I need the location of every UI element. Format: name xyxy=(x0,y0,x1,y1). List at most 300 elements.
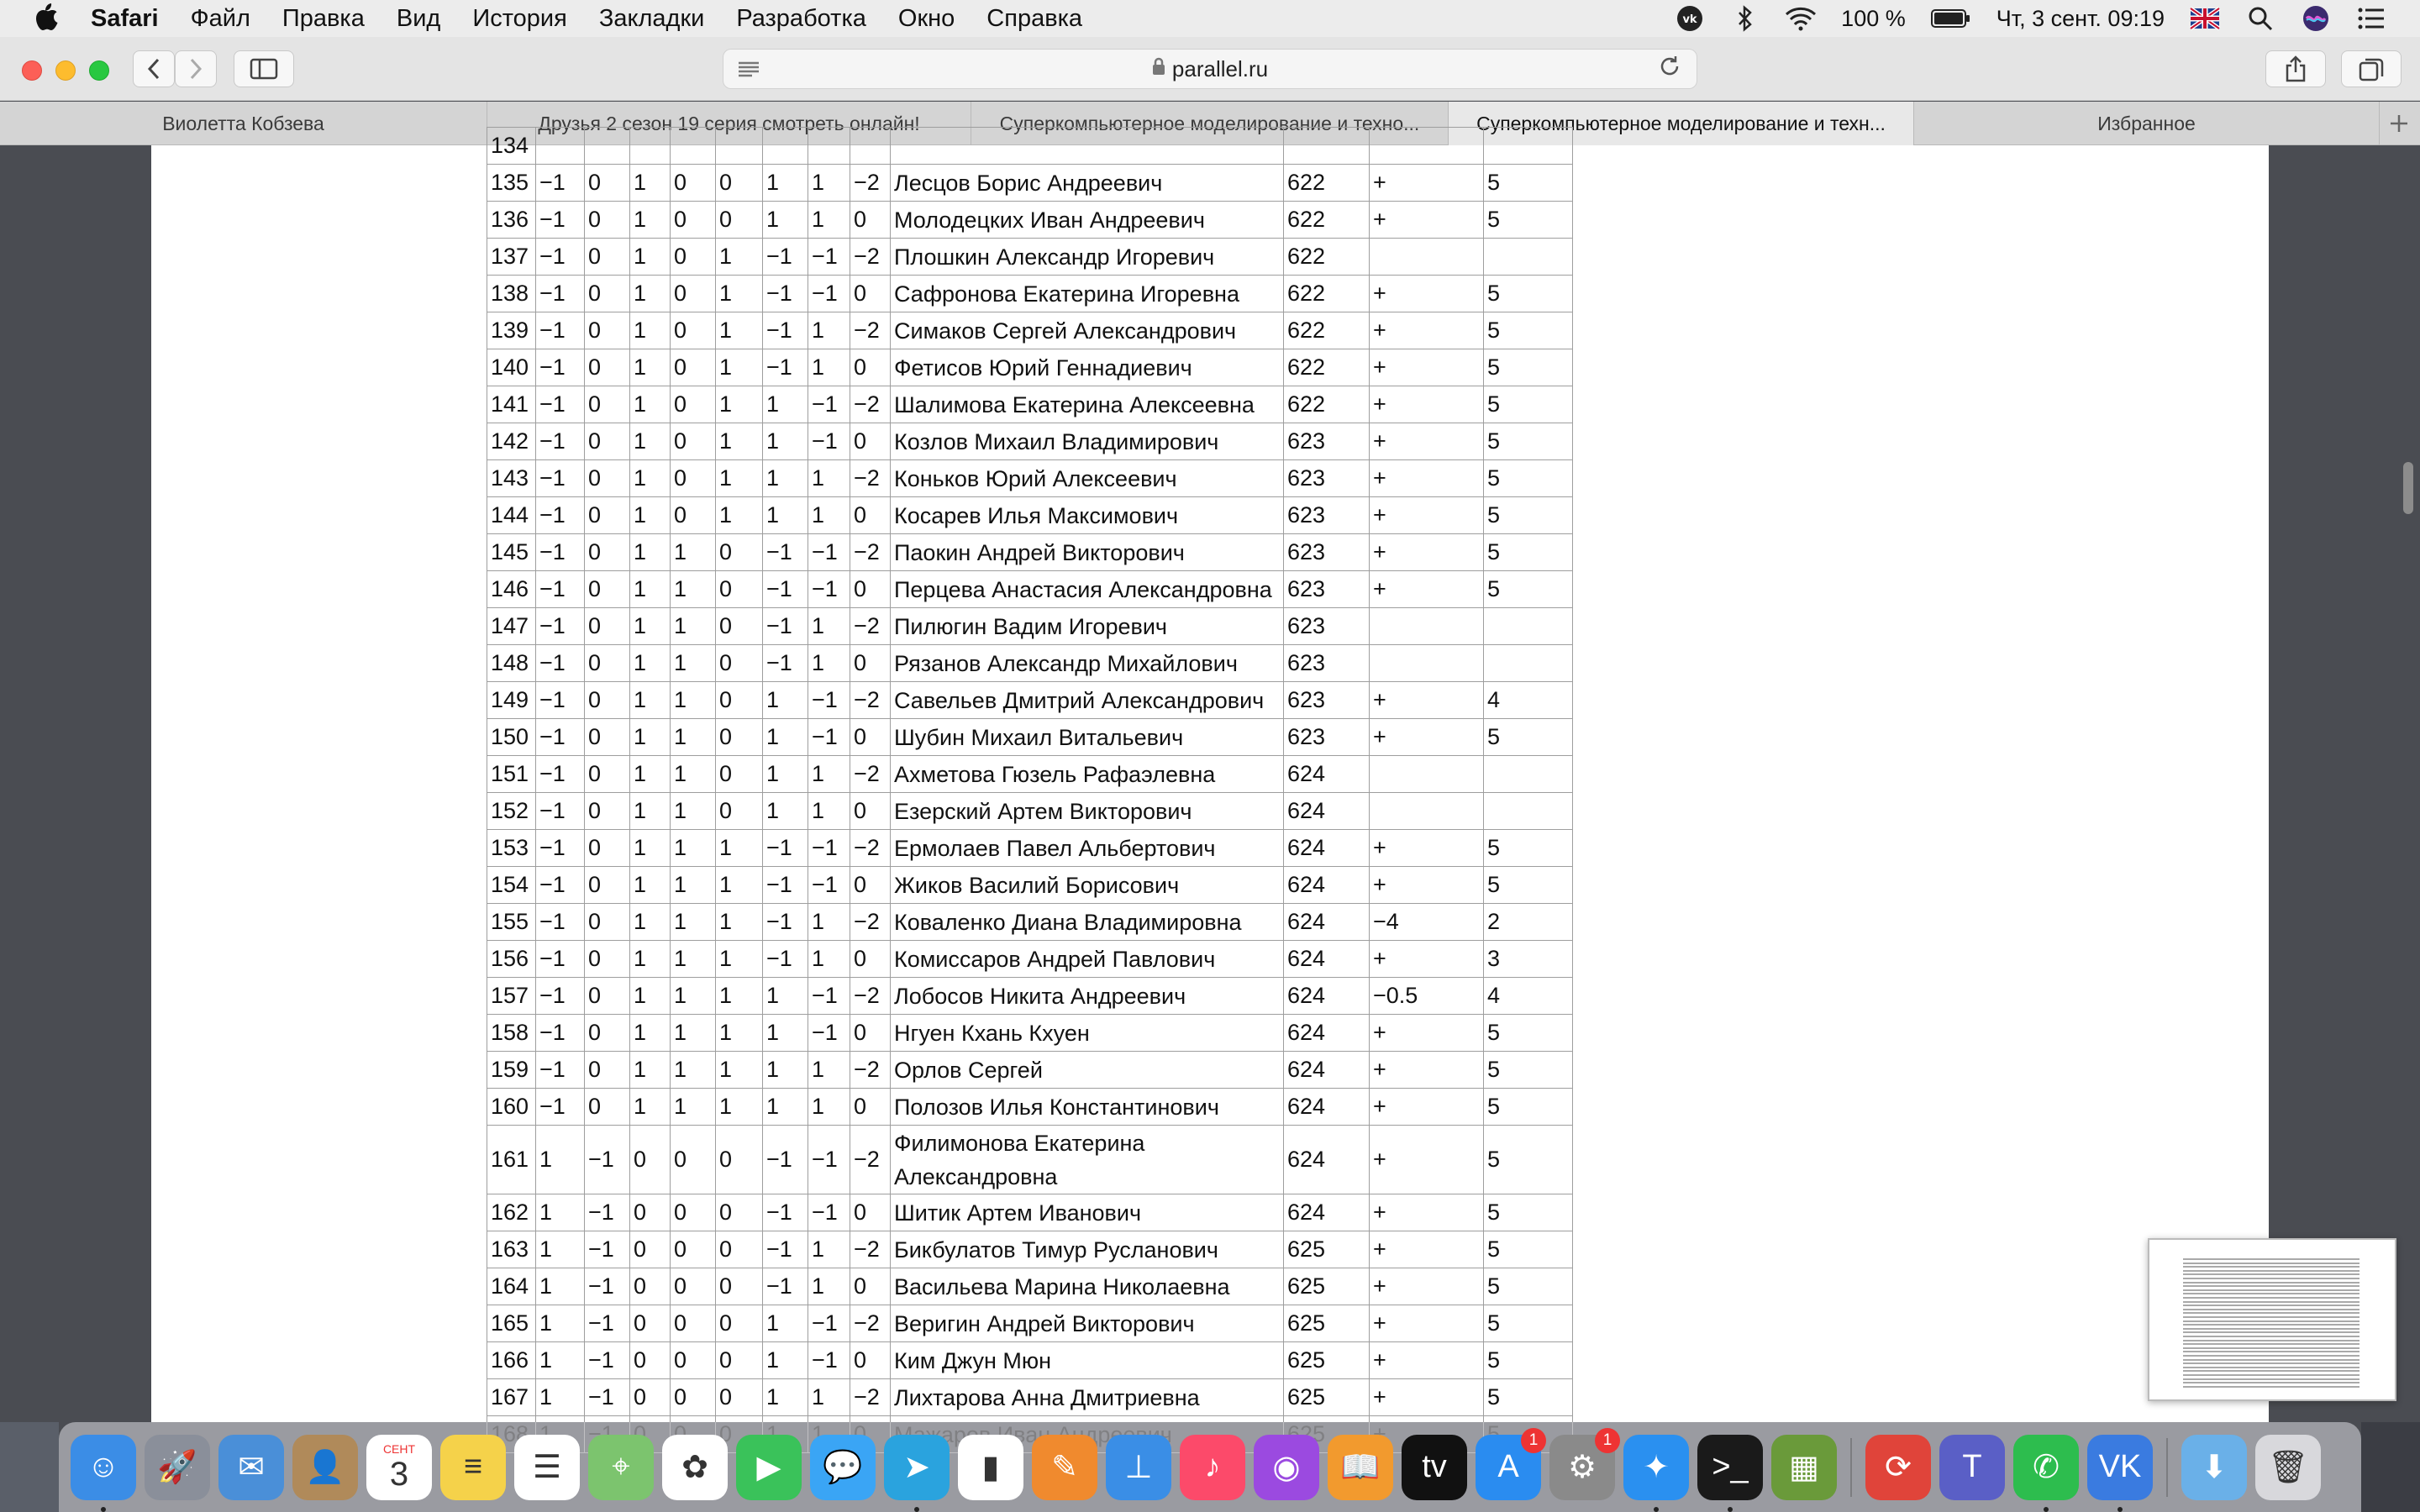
dock-glyph: ≡ xyxy=(463,1449,483,1484)
student-name-cell: Веригин Андрей Викторович xyxy=(891,1305,1284,1342)
table-row xyxy=(487,978,1573,1015)
wifi-icon[interactable] xyxy=(1786,6,1816,31)
thumbnail-line xyxy=(2183,1370,2360,1372)
thumbnail-line xyxy=(2183,1282,2360,1284)
thumbnail-line xyxy=(2183,1343,2360,1345)
grade-cell: 5 xyxy=(1484,1052,1573,1089)
score-cell: 0 xyxy=(585,202,630,239)
uk-flag-icon[interactable] xyxy=(2190,6,2220,31)
score-cell: 1 xyxy=(630,793,671,830)
score-cell: −1 xyxy=(536,867,585,904)
thumbnail-line xyxy=(2183,1258,2360,1260)
messages-icon[interactable] xyxy=(810,1435,876,1500)
pages-icon[interactable] xyxy=(1032,1435,1097,1500)
student-name-cell: Коньков Юрий Алексеевич xyxy=(891,460,1284,497)
score-cell: −1 xyxy=(808,978,850,1015)
score-cell: −1 xyxy=(585,1305,630,1342)
student-name-cell xyxy=(891,128,1284,165)
score-cell: −1 xyxy=(585,1194,630,1231)
student-name-cell: Филимонова Екатерина Александровна xyxy=(891,1126,1284,1194)
score-cell: −2 xyxy=(850,1052,891,1089)
row-number-cell: 151 xyxy=(487,756,536,793)
score-cell: 1 xyxy=(716,867,763,904)
running-indicator xyxy=(2118,1507,2123,1512)
whatsapp-icon[interactable] xyxy=(2013,1435,2079,1500)
group-cell: 622 xyxy=(1284,386,1370,423)
row-number-cell: 136 xyxy=(487,202,536,239)
score-cell: 1 xyxy=(630,386,671,423)
score-cell: 0 xyxy=(585,793,630,830)
tab-supercomputer-2-active[interactable]: Суперкомпьютерное моделирование и техн... xyxy=(1449,102,1914,145)
score-cell: 0 xyxy=(671,1126,716,1194)
score-cell: −2 xyxy=(850,1379,891,1416)
facetime-icon[interactable] xyxy=(736,1435,802,1500)
menu-edit[interactable]: Правка xyxy=(281,4,365,32)
thumbnail-line xyxy=(2183,1355,2360,1357)
thumbnail-line xyxy=(2183,1297,2360,1299)
dock-glyph: ⌖ xyxy=(612,1449,630,1484)
score-cell: −1 xyxy=(536,202,585,239)
score-cell: −2 xyxy=(850,460,891,497)
downloads-folder-icon[interactable] xyxy=(2181,1435,2247,1500)
score-cell: 0 xyxy=(585,1089,630,1126)
books-icon[interactable] xyxy=(1328,1435,1393,1500)
score-cell: 1 xyxy=(763,1379,808,1416)
battery-icon[interactable] xyxy=(1931,6,1971,31)
score-cell: 0 xyxy=(585,1015,630,1052)
screenshot-thumbnail-preview[interactable] xyxy=(2148,1238,2396,1401)
photos-icon[interactable] xyxy=(662,1435,728,1500)
reader-view-icon[interactable] xyxy=(737,58,760,81)
score-cell: −1 xyxy=(808,830,850,867)
pass-mark-cell: + xyxy=(1370,202,1484,239)
dock-glyph: ⊥ xyxy=(1124,1450,1153,1485)
score-cell: −1 xyxy=(536,1015,585,1052)
row-number-cell: 162 xyxy=(487,1194,536,1231)
score-cell: −1 xyxy=(763,1194,808,1231)
anydesk-icon[interactable] xyxy=(1865,1435,1931,1500)
score-cell: 1 xyxy=(716,386,763,423)
table-row xyxy=(487,534,1573,571)
dock-glyph: ✦ xyxy=(1643,1450,1670,1485)
row-number-cell: 152 xyxy=(487,793,536,830)
row-number-cell: 156 xyxy=(487,941,536,978)
thumbnail-line xyxy=(2183,1289,2360,1291)
score-cell: −1 xyxy=(808,719,850,756)
reminders-icon[interactable] xyxy=(514,1435,580,1500)
score-cell: 0 xyxy=(716,165,763,202)
score-cell: 1 xyxy=(630,719,671,756)
score-cell: 1 xyxy=(716,904,763,941)
group-cell: 624 xyxy=(1284,1052,1370,1089)
table-row xyxy=(487,460,1573,497)
row-number-cell: 161 xyxy=(487,1126,536,1194)
row-number-cell: 146 xyxy=(487,571,536,608)
grade-cell xyxy=(1484,608,1573,645)
browser-toolbar xyxy=(0,37,2420,101)
score-cell: 0 xyxy=(850,941,891,978)
score-cell: −2 xyxy=(850,978,891,1015)
table-row xyxy=(487,1052,1573,1089)
page-scrollbar-thumb[interactable] xyxy=(2403,462,2413,514)
score-cell: −1 xyxy=(808,682,850,719)
score-cell: 1 xyxy=(763,423,808,460)
pass-mark-cell: + xyxy=(1370,830,1484,867)
battery-percent: 100 % xyxy=(1841,5,1906,31)
score-cell: −1 xyxy=(536,682,585,719)
score-cell: 1 xyxy=(630,1015,671,1052)
score-cell: 0 xyxy=(850,719,891,756)
row-number-cell: 141 xyxy=(487,386,536,423)
student-name-cell: Ким Джун Мюн xyxy=(891,1342,1284,1379)
score-cell: 0 xyxy=(850,497,891,534)
table-row xyxy=(487,239,1573,276)
score-cell: 0 xyxy=(671,202,716,239)
score-cell: −1 xyxy=(585,1268,630,1305)
group-cell xyxy=(1284,128,1370,165)
score-cell: 1 xyxy=(630,756,671,793)
pass-mark-cell: + xyxy=(1370,1052,1484,1089)
grade-cell: 5 xyxy=(1484,202,1573,239)
score-cell: 1 xyxy=(630,941,671,978)
score-cell: 0 xyxy=(630,1126,671,1194)
pass-mark-cell: + xyxy=(1370,941,1484,978)
score-cell: 1 xyxy=(808,941,850,978)
vk-icon[interactable] xyxy=(2087,1435,2153,1500)
pass-mark-cell: + xyxy=(1370,1015,1484,1052)
score-cell: 0 xyxy=(850,349,891,386)
score-cell: 0 xyxy=(671,460,716,497)
table-row xyxy=(487,1126,1573,1194)
thumbnail-line xyxy=(2183,1263,2360,1264)
running-indicator xyxy=(914,1507,919,1512)
score-cell: 1 xyxy=(716,830,763,867)
menu-help[interactable]: Справка xyxy=(986,4,1083,32)
score-cell: 1 xyxy=(630,239,671,276)
group-cell: 622 xyxy=(1284,239,1370,276)
student-name-cell: Фетисов Юрий Геннадиевич xyxy=(891,349,1284,386)
score-cell: −2 xyxy=(850,608,891,645)
minecraft-icon[interactable] xyxy=(1771,1435,1837,1500)
running-indicator xyxy=(1654,1507,1659,1512)
group-cell: 625 xyxy=(1284,1305,1370,1342)
address-bar[interactable] xyxy=(723,49,1697,89)
menu-bookmarks[interactable]: Закладки xyxy=(598,4,705,32)
reload-icon[interactable] xyxy=(1658,55,1681,85)
table-row xyxy=(487,349,1573,386)
score-cell: −1 xyxy=(585,1231,630,1268)
score-cell: 0 xyxy=(716,645,763,682)
trash-icon[interactable] xyxy=(2255,1435,2321,1500)
score-cell: 1 xyxy=(671,1089,716,1126)
score-cell: −1 xyxy=(763,867,808,904)
apple-menu-icon[interactable] xyxy=(34,3,60,34)
notification-center-icon[interactable] xyxy=(2356,6,2386,31)
student-name-cell: Шубин Михаил Витальевич xyxy=(891,719,1284,756)
score-cell: 0 xyxy=(585,460,630,497)
student-name-cell: Ахметова Гюзель Рафаэлевна xyxy=(891,756,1284,793)
dock xyxy=(59,1422,2361,1512)
score-cell: 1 xyxy=(808,1231,850,1268)
spotlight-search-icon[interactable] xyxy=(2245,6,2275,31)
score-cell: 1 xyxy=(671,645,716,682)
safari-icon[interactable] xyxy=(1623,1435,1689,1500)
tab-overview-button[interactable] xyxy=(2341,50,2402,87)
thumbnail-line xyxy=(2183,1362,2360,1364)
pass-mark-cell: + xyxy=(1370,867,1484,904)
score-cell: 1 xyxy=(808,793,850,830)
group-cell: 624 xyxy=(1284,941,1370,978)
telegram-icon[interactable] xyxy=(884,1435,950,1500)
score-cell: 1 xyxy=(716,1089,763,1126)
pass-mark-cell xyxy=(1370,645,1484,682)
web-page[interactable] xyxy=(151,133,2269,1422)
vk-status-icon[interactable] xyxy=(1675,6,1705,31)
score-cell: −1 xyxy=(763,608,808,645)
group-cell: 625 xyxy=(1284,1342,1370,1379)
dock-glyph: 👤 xyxy=(305,1449,345,1485)
pass-mark-cell: + xyxy=(1370,460,1484,497)
dock-glyph: 💬 xyxy=(823,1449,863,1485)
score-cell: 1 xyxy=(763,386,808,423)
dock-glyph: 3 xyxy=(389,1455,409,1493)
score-cell: 0 xyxy=(671,276,716,312)
grade-cell: 5 xyxy=(1484,165,1573,202)
grade-cell: 5 xyxy=(1484,1305,1573,1342)
grade-cell xyxy=(1484,793,1573,830)
pass-mark-cell: + xyxy=(1370,1305,1484,1342)
dock-glyph: ⟳ xyxy=(1885,1450,1912,1485)
minimize-window-button[interactable] xyxy=(55,60,76,81)
score-cell: 1 xyxy=(763,682,808,719)
score-cell: −1 xyxy=(536,312,585,349)
sidebar-toggle-button[interactable] xyxy=(234,50,294,87)
group-cell: 624 xyxy=(1284,793,1370,830)
score-cell: 1 xyxy=(716,276,763,312)
score-cell xyxy=(671,128,716,165)
dock-glyph: A xyxy=(1497,1449,1519,1484)
score-cell: −1 xyxy=(808,1342,850,1379)
student-name-cell: Лесцов Борис Андреевич xyxy=(891,165,1284,202)
pass-mark-cell xyxy=(1370,239,1484,276)
score-cell: 1 xyxy=(630,682,671,719)
bluetooth-icon[interactable] xyxy=(1730,6,1760,31)
thumbnail-line xyxy=(2183,1309,2360,1310)
clock[interactable]: Чт, 3 сент. 09:19 xyxy=(1996,5,2165,31)
score-cell: 1 xyxy=(763,756,808,793)
score-cell: −1 xyxy=(536,941,585,978)
group-cell: 623 xyxy=(1284,608,1370,645)
group-cell: 624 xyxy=(1284,1194,1370,1231)
score-cell: 0 xyxy=(716,202,763,239)
score-cell: 1 xyxy=(808,460,850,497)
score-cell: 1 xyxy=(808,497,850,534)
notes-icon[interactable] xyxy=(440,1435,506,1500)
grade-cell: 5 xyxy=(1484,830,1573,867)
thumbnail-line xyxy=(2183,1278,2360,1279)
contacts-icon[interactable] xyxy=(292,1435,358,1500)
score-cell: −1 xyxy=(536,830,585,867)
score-cell: −1 xyxy=(585,1342,630,1379)
score-cell: −1 xyxy=(763,312,808,349)
thumbnail-line xyxy=(2183,1331,2360,1333)
table-row xyxy=(487,312,1573,349)
menu-window[interactable]: Окно xyxy=(897,4,955,32)
score-cell: −1 xyxy=(808,1305,850,1342)
student-name-cell: Васильева Марина Николаевна xyxy=(891,1268,1284,1305)
pass-mark-cell: + xyxy=(1370,312,1484,349)
score-cell: −2 xyxy=(850,165,891,202)
pass-mark-cell: + xyxy=(1370,1268,1484,1305)
score-cell: −1 xyxy=(808,276,850,312)
finder-icon[interactable] xyxy=(71,1435,136,1500)
menu-bar xyxy=(0,0,2420,37)
dock-separator xyxy=(1850,1438,1852,1497)
launchpad-icon[interactable] xyxy=(145,1435,210,1500)
grade-cell: 3 xyxy=(1484,941,1573,978)
score-cell xyxy=(808,128,850,165)
preview-icon[interactable] xyxy=(218,1435,284,1500)
grade-cell: 5 xyxy=(1484,276,1573,312)
table-row xyxy=(487,1231,1573,1268)
grade-cell: 5 xyxy=(1484,1194,1573,1231)
score-cell: −1 xyxy=(536,386,585,423)
tv-icon[interactable] xyxy=(1402,1435,1467,1500)
score-cell: 1 xyxy=(630,497,671,534)
group-cell: 624 xyxy=(1284,830,1370,867)
tab-favorites[interactable]: Избранное xyxy=(1914,102,2380,145)
thumbnail-line xyxy=(2183,1301,2360,1303)
notification-badge: 1 xyxy=(1595,1428,1620,1453)
score-cell: −2 xyxy=(850,312,891,349)
teams-icon[interactable] xyxy=(1939,1435,2005,1500)
score-cell: 0 xyxy=(716,1194,763,1231)
tab-vk-profile[interactable]: Виолетта Кобзева xyxy=(0,102,487,145)
score-cell: 0 xyxy=(716,1379,763,1416)
score-cell: 1 xyxy=(630,867,671,904)
menu-file[interactable]: Файл xyxy=(190,4,250,32)
group-cell: 622 xyxy=(1284,276,1370,312)
thumbnail-line xyxy=(2183,1382,2360,1383)
share-button[interactable] xyxy=(2265,50,2326,87)
score-cell: 1 xyxy=(671,571,716,608)
score-cell: 0 xyxy=(671,239,716,276)
new-tab-button[interactable] xyxy=(2380,102,2418,144)
group-cell: 624 xyxy=(1284,1015,1370,1052)
music-icon[interactable] xyxy=(1180,1435,1245,1500)
table-row xyxy=(487,719,1573,756)
calendar-icon[interactable] xyxy=(366,1435,432,1500)
podcasts-icon[interactable] xyxy=(1254,1435,1319,1500)
student-name-cell: Полозов Илья Константинович xyxy=(891,1089,1284,1126)
dock-glyph: ✉ xyxy=(238,1450,265,1485)
score-cell: 0 xyxy=(585,497,630,534)
score-cell: −1 xyxy=(536,904,585,941)
pass-mark-cell: −4 xyxy=(1370,904,1484,941)
dock-glyph: ✿ xyxy=(681,1450,708,1485)
score-cell: 0 xyxy=(671,1231,716,1268)
score-cell: 0 xyxy=(716,608,763,645)
grade-cell: 5 xyxy=(1484,460,1573,497)
maps-icon[interactable] xyxy=(588,1435,654,1500)
row-number-cell: 163 xyxy=(487,1231,536,1268)
back-button[interactable] xyxy=(133,50,175,87)
score-cell: −1 xyxy=(763,571,808,608)
score-cell: 1 xyxy=(716,978,763,1015)
menu-history[interactable]: История xyxy=(472,4,567,32)
score-cell: −1 xyxy=(536,239,585,276)
chevron-left-icon xyxy=(146,57,161,81)
score-cell: 0 xyxy=(850,423,891,460)
score-cell: 1 xyxy=(671,830,716,867)
score-cell: 0 xyxy=(630,1342,671,1379)
score-cell: 1 xyxy=(630,423,671,460)
score-cell: 1 xyxy=(630,571,671,608)
score-cell: −1 xyxy=(763,276,808,312)
thumbnail-line xyxy=(2183,1386,2360,1388)
grade-cell: 5 xyxy=(1484,312,1573,349)
student-name-cell: Ермолаев Павел Альбертович xyxy=(891,830,1284,867)
system-preferences-icon[interactable] xyxy=(1549,1431,1615,1500)
row-number-cell: 135 xyxy=(487,165,536,202)
pass-mark-cell: + xyxy=(1370,1126,1484,1194)
menu-view[interactable]: Вид xyxy=(396,4,441,32)
siri-icon[interactable] xyxy=(2301,6,2331,31)
score-cell: −1 xyxy=(536,534,585,571)
score-cell: −1 xyxy=(808,386,850,423)
dock-glyph: ♪ xyxy=(1204,1449,1221,1484)
forward-button[interactable] xyxy=(175,50,217,87)
grade-cell xyxy=(1484,756,1573,793)
table-row xyxy=(487,1379,1573,1416)
score-cell: −1 xyxy=(536,497,585,534)
group-cell: 622 xyxy=(1284,165,1370,202)
dock-glyph: ⬇ xyxy=(2201,1450,2228,1485)
terminal-icon[interactable] xyxy=(1697,1435,1763,1500)
zoom-window-button[interactable] xyxy=(89,60,109,81)
pass-mark-cell: + xyxy=(1370,276,1484,312)
score-cell: 1 xyxy=(630,1052,671,1089)
row-number-cell: 144 xyxy=(487,497,536,534)
numbers-icon[interactable] xyxy=(958,1435,1023,1500)
student-name-cell: Симаков Сергей Александрович xyxy=(891,312,1284,349)
tab-supercomputer-1[interactable]: Суперкомпьютерное моделирование и техно... xyxy=(971,102,1449,145)
student-name-cell: Нгуен Кхань Кхуен xyxy=(891,1015,1284,1052)
score-cell: 1 xyxy=(763,1015,808,1052)
score-cell: 0 xyxy=(585,941,630,978)
close-window-button[interactable] xyxy=(22,60,42,81)
app-store-icon[interactable] xyxy=(1476,1431,1541,1500)
dock-glyph: ➤ xyxy=(903,1450,930,1485)
row-number-cell: 158 xyxy=(487,1015,536,1052)
row-number-cell: 139 xyxy=(487,312,536,349)
row-number-cell: 165 xyxy=(487,1305,536,1342)
score-cell: −2 xyxy=(850,1126,891,1194)
score-cell: 0 xyxy=(630,1231,671,1268)
tab-friends-series[interactable]: Друзья 2 сезон 19 серия смотреть онлайн! xyxy=(487,102,971,145)
thumbnail-line xyxy=(2183,1336,2360,1337)
table-row xyxy=(487,1089,1573,1126)
score-cell: 0 xyxy=(850,1194,891,1231)
thumbnail-line xyxy=(2183,1378,2360,1380)
thumbnail-line xyxy=(2183,1340,2360,1341)
grade-cell: 5 xyxy=(1484,386,1573,423)
menu-app-name[interactable]: Safari xyxy=(91,4,159,32)
menu-develop[interactable]: Разработка xyxy=(736,4,866,32)
keynote-icon[interactable] xyxy=(1106,1435,1171,1500)
score-cell: 0 xyxy=(585,645,630,682)
score-cell: 1 xyxy=(808,1268,850,1305)
